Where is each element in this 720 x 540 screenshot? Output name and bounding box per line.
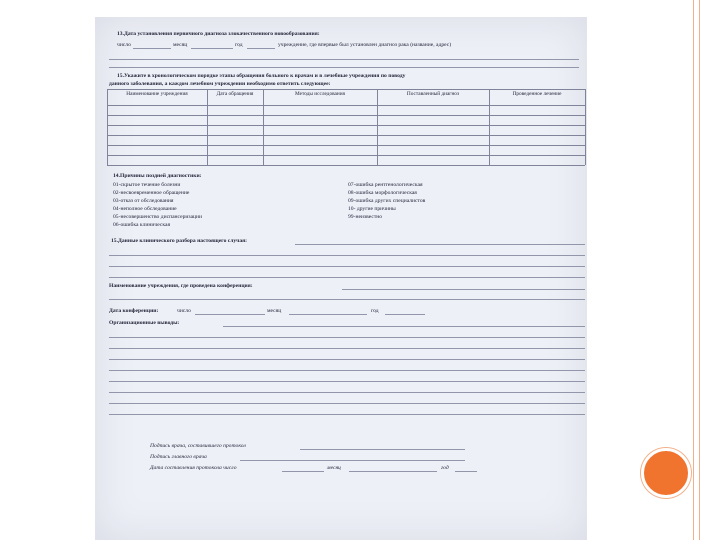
conference-month-label: месяц [267, 308, 282, 314]
col-diagnosis: Поставленный диагноз [406, 91, 460, 97]
q15-title-line2: данного заболевания, а каждом лечебном учреждении необходимо ответить следующее: [109, 81, 331, 87]
protocol-month-line [349, 471, 437, 472]
q13-day-line [133, 48, 171, 49]
conclusions-line-3 [109, 348, 585, 349]
col-institution: Наименование учреждения [126, 91, 188, 97]
q15b-title: 15.Данные клинического разбора настоящего случая: [111, 238, 248, 244]
conclusions-line-6 [109, 381, 585, 382]
q13-title: 13.Дата установления первичного диагноза злокачественного новообразования: [117, 31, 320, 37]
conference-month-line [289, 314, 367, 315]
protocol-day-line [282, 471, 324, 472]
conclusions-label: Организационные выводы: [109, 320, 180, 326]
cause-03: 03-отказ от обследования [113, 198, 174, 204]
q14-title: 14.Причины поздней диагностики: [113, 173, 202, 179]
frame-line-left [693, 0, 694, 540]
frame-line-right [699, 0, 700, 540]
cause-05: 05-несовершенство диспансеризации [113, 214, 203, 220]
institution-label: Наименование учреждения, где проведена конференция: [109, 283, 253, 289]
cause-07: 07-ошибка рентгенологическая [348, 182, 423, 188]
protocol-month-label: месяц [327, 465, 341, 471]
conference-day-line [195, 314, 265, 315]
conclusions-line-2 [109, 337, 585, 338]
conclusions-line-5 [109, 370, 585, 371]
q13-line-3 [109, 67, 579, 68]
q13-institution-label: учреждение, где впервые был установлен диагноз рака (название, адрес) [278, 42, 452, 48]
cause-09: 09-ошибка других специалистов [348, 198, 426, 204]
conference-day-label: число [177, 308, 191, 314]
protocol-year-label: год [441, 465, 449, 471]
chief-signature-line [240, 460, 465, 461]
conclusions-line-1 [223, 326, 585, 327]
cause-10: 10- другие причины [348, 206, 396, 212]
conclusions-line-9 [109, 414, 585, 415]
cause-99: 99-неизвестно [348, 214, 383, 220]
conclusions-line-7 [109, 392, 585, 393]
protocol-year-line [455, 471, 477, 472]
institution-line-2 [109, 299, 585, 300]
doctor-signature-label: Подпись врача, составившего протокол [150, 443, 246, 449]
col-date: Дата обращения [216, 91, 254, 97]
cause-01: 01-скрытое течение болезни [113, 182, 181, 188]
col-treatment: Проведенное лечение [512, 91, 562, 97]
q13-month-line [191, 48, 233, 49]
accent-circle [641, 448, 691, 498]
chief-signature-label: Подпись главного врача [150, 454, 207, 460]
q13-month-label: месяц [173, 42, 188, 48]
conference-date-label: Дата конференции: [109, 308, 159, 314]
form-photo [95, 17, 587, 540]
conclusions-line-4 [109, 359, 585, 360]
q13-line-2 [109, 59, 579, 60]
q13-day-label: число [117, 42, 131, 48]
cause-02: 02-несвоевременное обращение [113, 190, 190, 196]
cause-06: 06-ошибка клиническая [113, 222, 171, 228]
q15b-line-1 [295, 244, 585, 245]
doctor-signature-line [300, 449, 465, 450]
q13-year-label: год [235, 42, 243, 48]
conference-year-label: год [371, 308, 379, 314]
conclusions-line-8 [109, 403, 585, 404]
q15b-line-2 [109, 255, 585, 256]
cause-04: 04-неполное обследование [113, 206, 177, 212]
q15b-line-3 [109, 266, 585, 267]
q15-title-line1: 15.Укажите в хронологическом порядке этапы обращения больного к врачам и в лечебные учреждения по поводу [117, 73, 406, 79]
institution-line-1 [342, 289, 585, 290]
protocol-date-label: Дата составления протокола число [150, 465, 237, 471]
col-methods: Методы исследования [294, 91, 345, 97]
cause-08: 08-ошибка морфологическая [348, 190, 417, 196]
q13-year-line [247, 48, 275, 49]
conference-year-line [385, 314, 425, 315]
q15b-line-4 [109, 277, 585, 278]
